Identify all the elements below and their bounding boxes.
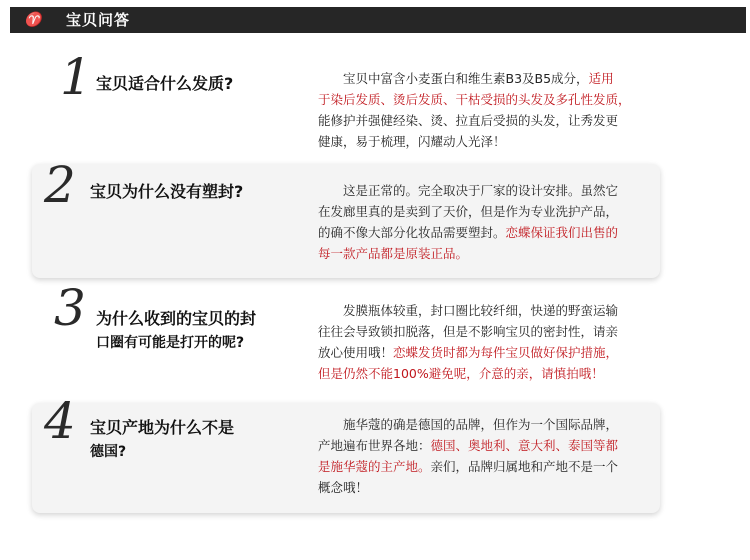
answer-line: [318, 89, 658, 110]
qa-question: 宝贝产地为什么不是 德国?: [90, 418, 235, 460]
qa-answer: [318, 180, 658, 264]
qa-number: 1: [60, 48, 92, 106]
answer-line: [318, 243, 658, 264]
answer-text: 往往会导致锁扣脱落，但是不影响宝贝的密封性，请亲: [318, 324, 619, 339]
answer-line: [318, 300, 658, 321]
answer-text: 发膜瓶体较重，封口圈比较纤细，快递的野蛮运输: [318, 303, 619, 318]
answer-text: 产地遍布世界各地：: [318, 438, 431, 453]
answer-line: [318, 201, 658, 222]
answer-text: 施华蔻的确是德国的品牌，但作为一个国际品牌，: [318, 417, 619, 432]
section-header: [10, 7, 746, 33]
answer-line: [318, 68, 658, 89]
answer-text: 健康，易于梳理，闪耀动人光泽！: [318, 134, 506, 149]
answer-line: [318, 342, 658, 363]
answer-text: 这是正常的。完全取决于厂家的设计安排。虽然它: [318, 183, 619, 198]
answer-line: [318, 131, 658, 152]
answer-text: 的确不像大部分化妆品需要塑封。: [318, 225, 506, 240]
answer-line: [318, 110, 658, 131]
answer-highlight: 于染后发质、烫后发质、干枯受损的头发及多孔性发质，: [318, 92, 631, 107]
answer-line: [318, 414, 658, 435]
answer-line: [318, 456, 658, 477]
answer-highlight: 但是仍然不能100%避免呢，介意的亲，请慎拍哦！: [318, 366, 604, 381]
answer-highlight: 恋蝶发货时都为每件宝贝做好保护措施，: [393, 345, 619, 360]
answer-line: [318, 321, 658, 342]
answer-text: 亲们，品牌归属地和产地不是一个: [430, 459, 619, 474]
qa-answer: [318, 414, 658, 498]
answer-text: 能修护并强健经染、烫、拉直后受损的头发，让秀发更: [318, 113, 619, 128]
answer-highlight: 恋蝶保证我们出售的: [505, 225, 619, 240]
qa-answer: [318, 68, 658, 152]
qa-answer: [318, 300, 658, 384]
answer-text: 放心使用哦！: [318, 345, 394, 360]
answer-text: 宝贝中富含小麦蛋白和维生素B3及B5成分，: [318, 71, 589, 86]
qa-number: 2: [44, 156, 76, 214]
answer-highlight: 是施华蔻的主产地。: [318, 459, 431, 474]
qa-question: 宝贝为什么没有塑封?: [90, 182, 244, 201]
answer-line: [318, 477, 658, 498]
answer-line: [318, 222, 658, 243]
qa-number: 3: [54, 279, 86, 337]
answer-highlight: 每一款产品都是原装正品。: [318, 246, 469, 261]
qa-question: 为什么收到的宝贝的封 口圈有可能是打开的呢?: [96, 309, 257, 351]
answer-line: [318, 180, 658, 201]
qa-number: 4: [44, 392, 76, 450]
answer-text: 在发廊里真的是卖到了天价，但是作为专业洗护产品，: [318, 204, 619, 219]
brand-logo-icon: ♈: [24, 12, 42, 28]
qa-question: 宝贝适合什么发质?: [96, 74, 234, 93]
answer-text: 概念哦！: [318, 480, 369, 495]
answer-highlight: 适用: [588, 71, 614, 86]
answer-highlight: 德国、奥地利、意大利、泰国等都: [430, 438, 619, 453]
answer-line: [318, 363, 658, 384]
answer-line: [318, 435, 658, 456]
section-title: 宝贝问答: [66, 11, 131, 29]
